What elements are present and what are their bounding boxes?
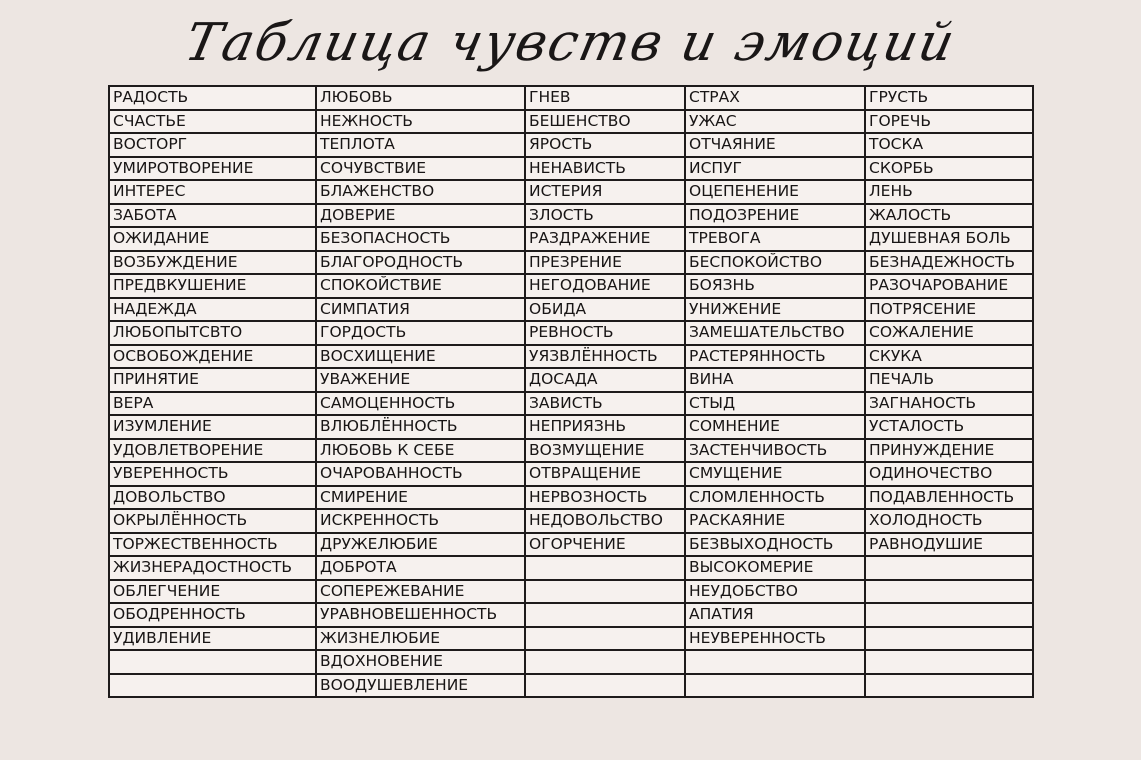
emotion-cell: СТРАХ bbox=[685, 86, 865, 110]
emotion-cell: ИНТЕРЕС bbox=[109, 180, 316, 204]
emotion-cell: ГНЕВ bbox=[525, 86, 685, 110]
emotion-cell: РАСКАЯНИЕ bbox=[685, 509, 865, 533]
emotion-cell: РАСТЕРЯННОСТЬ bbox=[685, 345, 865, 369]
emotion-cell: УЯЗВЛЁННОСТЬ bbox=[525, 345, 685, 369]
emotion-cell: НЕРВОЗНОСТЬ bbox=[525, 486, 685, 510]
emotion-cell: ПОДАВЛЕННОСТЬ bbox=[865, 486, 1033, 510]
emotion-cell: УЖАС bbox=[685, 110, 865, 134]
emotion-cell: ВЕРА bbox=[109, 392, 316, 416]
emotion-cell: СИМПАТИЯ bbox=[316, 298, 525, 322]
emotion-cell: ИСТЕРИЯ bbox=[525, 180, 685, 204]
emotion-cell: ЖАЛОСТЬ bbox=[865, 204, 1033, 228]
emotion-cell: ОЧАРОВАННОСТЬ bbox=[316, 462, 525, 486]
table-row bbox=[109, 509, 1033, 533]
emotion-cell: НЕПРИЯЗНЬ bbox=[525, 415, 685, 439]
emotion-cell bbox=[865, 580, 1033, 604]
table-row bbox=[109, 180, 1033, 204]
emotion-cell: УВАЖЕНИЕ bbox=[316, 368, 525, 392]
emotion-cell: АПАТИЯ bbox=[685, 603, 865, 627]
table-row bbox=[109, 415, 1033, 439]
emotion-cell: ИЗУМЛЕНИЕ bbox=[109, 415, 316, 439]
table-row bbox=[109, 298, 1033, 322]
emotion-cell bbox=[525, 674, 685, 698]
emotion-cell: ТЕПЛОТА bbox=[316, 133, 525, 157]
emotion-cell: НЕУДОБСТВО bbox=[685, 580, 865, 604]
emotion-cell: УВЕРЕННОСТЬ bbox=[109, 462, 316, 486]
emotion-cell bbox=[685, 674, 865, 698]
emotion-cell bbox=[865, 603, 1033, 627]
table-row bbox=[109, 251, 1033, 275]
emotion-cell bbox=[525, 603, 685, 627]
emotion-cell: ЗАМЕШАТЕЛЬСТВО bbox=[685, 321, 865, 345]
emotion-cell: ЛЮБОВЬ К СЕБЕ bbox=[316, 439, 525, 463]
table-row bbox=[109, 392, 1033, 416]
emotion-cell: ВОЗМУЩЕНИЕ bbox=[525, 439, 685, 463]
emotion-cell: ЛЕНЬ bbox=[865, 180, 1033, 204]
emotion-cell: ЗАБОТА bbox=[109, 204, 316, 228]
emotion-cell: СМУЩЕНИЕ bbox=[685, 462, 865, 486]
emotion-cell: ЖИЗНЕЛЮБИЕ bbox=[316, 627, 525, 651]
emotion-cell: ОТЧАЯНИЕ bbox=[685, 133, 865, 157]
table-row bbox=[109, 486, 1033, 510]
emotion-cell: ПОТРЯСЕНИЕ bbox=[865, 298, 1033, 322]
emotion-cell: СЧАСТЬЕ bbox=[109, 110, 316, 134]
emotion-cell: ГРУСТЬ bbox=[865, 86, 1033, 110]
table-row bbox=[109, 439, 1033, 463]
emotion-cell: УНИЖЕНИЕ bbox=[685, 298, 865, 322]
emotion-cell: ИСКРЕННОСТЬ bbox=[316, 509, 525, 533]
emotion-cell: РАЗДРАЖЕНИЕ bbox=[525, 227, 685, 251]
emotion-cell: ВООДУШЕВЛЕНИЕ bbox=[316, 674, 525, 698]
emotion-cell: ТОРЖЕСТВЕННОСТЬ bbox=[109, 533, 316, 557]
emotion-cell: УРАВНОВЕШЕННОСТЬ bbox=[316, 603, 525, 627]
emotion-cell: ПРЕДВКУШЕНИЕ bbox=[109, 274, 316, 298]
emotion-cell: СКУКА bbox=[865, 345, 1033, 369]
emotion-cell: РАВНОДУШИЕ bbox=[865, 533, 1033, 557]
emotion-cell: СТЫД bbox=[685, 392, 865, 416]
emotion-cell: ОКРЫЛЁННОСТЬ bbox=[109, 509, 316, 533]
emotion-cell: БЕЗНАДЕЖНОСТЬ bbox=[865, 251, 1033, 275]
table-row bbox=[109, 157, 1033, 181]
emotion-cell: БЕШЕНСТВО bbox=[525, 110, 685, 134]
emotion-cell: ОЖИДАНИЕ bbox=[109, 227, 316, 251]
emotion-cell bbox=[525, 580, 685, 604]
emotion-cell: ВОСХИЩЕНИЕ bbox=[316, 345, 525, 369]
emotion-cell: ЗЛОСТЬ bbox=[525, 204, 685, 228]
emotion-cell: ПРИНЯТИЕ bbox=[109, 368, 316, 392]
emotion-cell: СОПЕРЕЖЕВАНИЕ bbox=[316, 580, 525, 604]
emotion-cell: НЕУВЕРЕННОСТЬ bbox=[685, 627, 865, 651]
table-row bbox=[109, 227, 1033, 251]
emotion-cell: ЗАГНАНОСТЬ bbox=[865, 392, 1033, 416]
emotion-cell: РАЗОЧАРОВАНИЕ bbox=[865, 274, 1033, 298]
emotion-cell: ВИНА bbox=[685, 368, 865, 392]
table-row bbox=[109, 580, 1033, 604]
table-row bbox=[109, 274, 1033, 298]
emotion-cell: ЯРОСТЬ bbox=[525, 133, 685, 157]
emotion-cell: БЛАЖЕНСТВО bbox=[316, 180, 525, 204]
emotion-cell bbox=[525, 627, 685, 651]
emotion-cell: ВЫСОКОМЕРИЕ bbox=[685, 556, 865, 580]
emotion-cell: ДОВЕРИЕ bbox=[316, 204, 525, 228]
emotion-cell bbox=[525, 556, 685, 580]
table-row bbox=[109, 368, 1033, 392]
table-row bbox=[109, 204, 1033, 228]
emotion-cell: ОГОРЧЕНИЕ bbox=[525, 533, 685, 557]
emotion-cell: УСТАЛОСТЬ bbox=[865, 415, 1033, 439]
emotion-cell: НЕНАВИСТЬ bbox=[525, 157, 685, 181]
table-row bbox=[109, 321, 1033, 345]
emotion-cell: ПЕЧАЛЬ bbox=[865, 368, 1033, 392]
emotion-cell: ДОСАДА bbox=[525, 368, 685, 392]
emotion-cell: ЖИЗНЕРАДОСТНОСТЬ bbox=[109, 556, 316, 580]
emotion-cell: ГОРЕЧЬ bbox=[865, 110, 1033, 134]
emotion-cell bbox=[685, 650, 865, 674]
emotion-cell: ВДОХНОВЕНИЕ bbox=[316, 650, 525, 674]
table-row bbox=[109, 650, 1033, 674]
emotion-cell: СОЧУВСТВИЕ bbox=[316, 157, 525, 181]
emotion-cell: СОМНЕНИЕ bbox=[685, 415, 865, 439]
emotion-cell: ОБОДРЕННОСТЬ bbox=[109, 603, 316, 627]
emotion-cell: ОТВРАЩЕНИЕ bbox=[525, 462, 685, 486]
emotion-cell: РАДОСТЬ bbox=[109, 86, 316, 110]
emotion-cell: ОБИДА bbox=[525, 298, 685, 322]
emotion-cell: УМИРОТВОРЕНИЕ bbox=[109, 157, 316, 181]
emotion-cell: ЛЮБОВЬ bbox=[316, 86, 525, 110]
emotion-cell: ПОДОЗРЕНИЕ bbox=[685, 204, 865, 228]
emotion-cell bbox=[865, 650, 1033, 674]
emotion-cell: ДОБРОТА bbox=[316, 556, 525, 580]
emotion-cell: БЕЗОПАСНОСТЬ bbox=[316, 227, 525, 251]
emotion-cell: СМИРЕНИЕ bbox=[316, 486, 525, 510]
emotion-cell: НАДЕЖДА bbox=[109, 298, 316, 322]
emotion-cell: ГОРДОСТЬ bbox=[316, 321, 525, 345]
emotion-cell: НЕЖНОСТЬ bbox=[316, 110, 525, 134]
emotion-cell: ТРЕВОГА bbox=[685, 227, 865, 251]
emotion-cell: ДРУЖЕЛЮБИЕ bbox=[316, 533, 525, 557]
emotion-cell: БОЯЗНЬ bbox=[685, 274, 865, 298]
emotion-cell: ДОВОЛЬСТВО bbox=[109, 486, 316, 510]
emotion-cell bbox=[109, 674, 316, 698]
emotion-cell: СКОРБЬ bbox=[865, 157, 1033, 181]
table-row bbox=[109, 533, 1033, 557]
emotion-cell: РЕВНОСТЬ bbox=[525, 321, 685, 345]
emotion-cell: ЗАСТЕНЧИВОСТЬ bbox=[685, 439, 865, 463]
emotion-cell: БЕЗВЫХОДНОСТЬ bbox=[685, 533, 865, 557]
emotion-cell: ВОЗБУЖДЕНИЕ bbox=[109, 251, 316, 275]
table-row bbox=[109, 462, 1033, 486]
emotion-cell bbox=[865, 556, 1033, 580]
emotion-cell: НЕДОВОЛЬСТВО bbox=[525, 509, 685, 533]
table-row bbox=[109, 603, 1033, 627]
emotion-cell: ОБЛЕГЧЕНИЕ bbox=[109, 580, 316, 604]
emotion-cell bbox=[865, 627, 1033, 651]
emotion-cell: БЛАГОРОДНОСТЬ bbox=[316, 251, 525, 275]
emotion-cell: ОСВОБОЖДЕНИЕ bbox=[109, 345, 316, 369]
emotion-cell: ПРЕЗРЕНИЕ bbox=[525, 251, 685, 275]
emotion-cell: ДУШЕВНАЯ БОЛЬ bbox=[865, 227, 1033, 251]
table-row bbox=[109, 627, 1033, 651]
table-row bbox=[109, 133, 1033, 157]
emotion-cell: УДИВЛЕНИЕ bbox=[109, 627, 316, 651]
table-row bbox=[109, 345, 1033, 369]
emotion-cell: БЕСПОКОЙСТВО bbox=[685, 251, 865, 275]
emotion-cell: ХОЛОДНОСТЬ bbox=[865, 509, 1033, 533]
table-row bbox=[109, 556, 1033, 580]
emotion-cell bbox=[109, 650, 316, 674]
table-row bbox=[109, 674, 1033, 698]
emotion-cell: ВОСТОРГ bbox=[109, 133, 316, 157]
emotion-cell: СЛОМЛЕННОСТЬ bbox=[685, 486, 865, 510]
emotion-cell: СПОКОЙСТВИЕ bbox=[316, 274, 525, 298]
emotion-cell bbox=[865, 674, 1033, 698]
emotions-table-body bbox=[109, 86, 1033, 697]
emotion-cell: УДОВЛЕТВОРЕНИЕ bbox=[109, 439, 316, 463]
emotion-cell bbox=[525, 650, 685, 674]
emotion-cell: ТОСКА bbox=[865, 133, 1033, 157]
table-row bbox=[109, 110, 1033, 134]
emotion-cell: ЛЮБОПЫТСВТО bbox=[109, 321, 316, 345]
emotion-cell: ИСПУГ bbox=[685, 157, 865, 181]
emotion-cell: НЕГОДОВАНИЕ bbox=[525, 274, 685, 298]
emotion-cell: ОДИНОЧЕСТВО bbox=[865, 462, 1033, 486]
table-row bbox=[109, 86, 1033, 110]
emotion-cell: ЗАВИСТЬ bbox=[525, 392, 685, 416]
page-title: Таблица чувств и эмоций bbox=[179, 13, 962, 73]
emotion-cell: СОЖАЛЕНИЕ bbox=[865, 321, 1033, 345]
emotion-cell: ОЦЕПЕНЕНИЕ bbox=[685, 180, 865, 204]
emotion-cell: САМОЦЕННОСТЬ bbox=[316, 392, 525, 416]
emotion-cell: ВЛЮБЛЁННОСТЬ bbox=[316, 415, 525, 439]
emotions-table bbox=[108, 85, 1034, 698]
emotion-cell: ПРИНУЖДЕНИЕ bbox=[865, 439, 1033, 463]
